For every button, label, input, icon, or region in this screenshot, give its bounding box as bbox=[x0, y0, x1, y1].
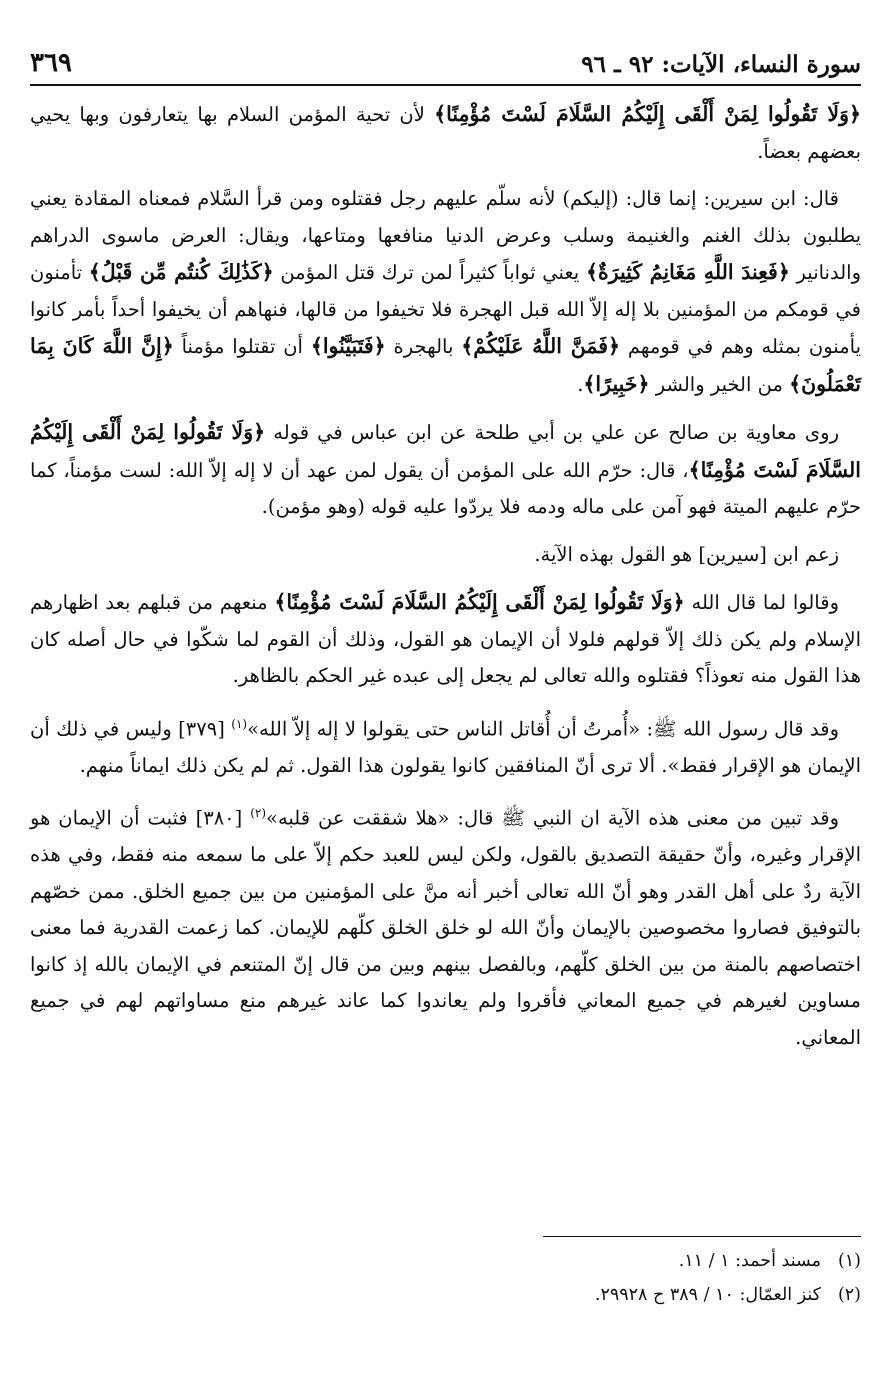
main-text bbox=[30, 96, 861, 1067]
paragraph bbox=[30, 414, 861, 526]
text-segment: زعم ابن [سيرين] هو القول بهذه الآية. bbox=[534, 542, 839, 566]
paragraph bbox=[30, 706, 861, 785]
quran-quote: ﴿كَذَٰلِكَ كُنتُم مِّن قَبْلُ﴾ bbox=[88, 260, 274, 284]
footnotes bbox=[30, 1244, 861, 1312]
footnote bbox=[30, 1244, 861, 1278]
paragraph bbox=[30, 795, 861, 1056]
text-segment: قال: ابن سيرين: إنما قال: (إليكم) لأنه سلّم عليهم رجل فقتلوه ومن قرأ السَّلام فمعناه المقادة يعني يطلبون بذلك الغنم والغنيمة وسلب وعرض الدنيا منافعها ومتاعها، ويقال: العرض ماسوى الدراهم والدنانير bbox=[30, 187, 862, 284]
quran-quote: ﴿وَلَا تَقُولُوا لِمَنْ أَلْقَى إِلَيْكُمُ السَّلَامَ لَسْتَ مُؤْمِنًا﴾ bbox=[434, 102, 861, 126]
quran-quote: ﴿إِنَّ اللَّهَ كَانَ بِمَا تَعْمَلُونَ﴾ bbox=[30, 334, 861, 396]
footnote-ref: (١) bbox=[231, 716, 248, 731]
footnote-text: كنز العمّال: ١٠ / ٣٨٩ ح ٢٩٩٢٨. bbox=[594, 1285, 821, 1305]
paragraph bbox=[30, 584, 861, 695]
text-segment: وقد تبين من معنى هذه الآية ان النبي ﷺ قال: «هلا شققت عن قلبه» bbox=[266, 806, 839, 830]
text-segment: تأمنون في قومكم من المؤمنين بلا إله إلاّ الله قبل الهجرة فلا تخيفوا من قالها، فنهاهم أن يخيفوا أحداً بأمر كانوا يأمنون بمثله وهم في قومهم bbox=[30, 261, 862, 358]
quran-quote: ﴿وَلَا تَقُولُوا لِمَنْ أَلْقَى إِلَيْكُمُ السَّلَامَ لَسْتَ مُؤْمِنًا﴾ bbox=[30, 420, 861, 482]
text-segment: أن تقتلوا مؤمناً bbox=[173, 335, 311, 358]
text-segment: منعهم من قبلهم بعد اظهارهم الإسلام ولم يكن ذلك إلاّ قولهم فلولا أن الإيمان هو القول، وذلك أن القوم لما شكّوا في حال أصله كان هذا القول منه تعوذاً؟ فقتلوه والله تعالى لم يجعل إلى عبده غير الحكم بالظاهر. bbox=[30, 591, 861, 687]
surah-title: سورة النساء، الآيات: ٩٢ ـ ٩٦ bbox=[581, 51, 861, 78]
text-segment: [٣٨٠] فثبت أن الإيمان هو الإقرار وغيره، وأنّ حقيقة التصديق بالقول، ولكن ليس للعبد حكم إلاّ على ما سمعه منه فقط، وفي هذه الآية ردٌ على أهل القدر وهو أنّ الله تعالى أخبر أنه منَّ على المؤمنين من بين جميع الخلق. ممن خصّهم بالتوفيق فصاروا مخصوصين بالإيمان وأنّ الله لو خلق الخلق كلّهم للإيمان. كما زعمت القدرية فما معنى اختصاصهم بالمنة من بين الخلق كلّهم، وبالفصل بينهم وبين من قال إنّ المتنعم في الإيمان بالله إذ كانوا مساوين لغيرهم في جميع المعاني فأقروا ولم يعاندوا كما عاند غيرهم منع مساواتهم لهم في جميع المعاني. bbox=[30, 806, 861, 1049]
paragraph bbox=[30, 181, 861, 403]
text-segment: وقالوا لما قال الله bbox=[684, 591, 839, 614]
text-segment: وقد قال رسول الله ﷺ: «أُمرتُ أن أُقاتل الناس حتى يقولوا لا إله إلاّ الله» bbox=[247, 717, 839, 740]
paragraph bbox=[30, 96, 861, 170]
footnote-number: (١) bbox=[837, 1251, 861, 1271]
quran-quote: ﴿وَلَا تَقُولُوا لِمَنْ أَلْقَى إِلَيْكُمُ السَّلَامَ لَسْتَ مُؤْمِنًا﴾ bbox=[274, 590, 685, 614]
page-header bbox=[30, 40, 861, 86]
footnote-text: مسند أحمد: ١ / ١١. bbox=[678, 1251, 821, 1271]
quran-quote: ﴿فَتَبَيَّنُوا﴾ bbox=[310, 334, 386, 358]
text-segment: بالهجرة bbox=[385, 335, 462, 358]
text-segment: . bbox=[577, 372, 584, 396]
text-segment: يعني ثواباً كثيراً لمن ترك قتل المؤمن bbox=[273, 261, 586, 284]
quran-quote: ﴿فَعِندَ اللَّهِ مَغَانِمُ كَثِيرَةٌ﴾ bbox=[585, 260, 790, 284]
quran-quote: ﴿فَمَنَّ اللَّهُ عَلَيْكُمْ﴾ bbox=[461, 334, 621, 358]
text-segment: روى معاوية بن صالح عن علي بن أبي طلحة عن ابن عباس في قوله bbox=[265, 421, 839, 444]
text-segment: ، قال: حرّم الله على المؤمن أن يقول لمن عهد أن لا إله إلاّ الله: لست مؤمناً، كما حرّم عليهم الميتة فهو آمن على ماله ودمه فلا يردّوا عليه قوله (وهو مؤمن). bbox=[30, 458, 861, 518]
footnote-divider bbox=[543, 1236, 861, 1237]
page-number: ٣٦٩ bbox=[30, 48, 72, 78]
text-segment: لأن تحية المؤمن السلام بها يتعارفون وبها يحيي بعضهم بعضاً. bbox=[30, 103, 861, 163]
footnote bbox=[30, 1278, 861, 1312]
text-segment: من الخير والشر bbox=[649, 372, 790, 396]
paragraph bbox=[30, 537, 861, 574]
quran-quote: ﴿خَبِيرًا﴾ bbox=[583, 371, 650, 396]
footnote-ref: (٢) bbox=[250, 806, 267, 820]
footnote-number: (٢) bbox=[837, 1285, 861, 1305]
text-segment: [٣٧٩] وليس في ذلك أن الإيمان هو الإقرار فقط». ألا ترى أنّ المنافقين كانوا يقولون هذا القول. ثم لم يكن ذلك ايماناً منهم. bbox=[30, 717, 861, 777]
